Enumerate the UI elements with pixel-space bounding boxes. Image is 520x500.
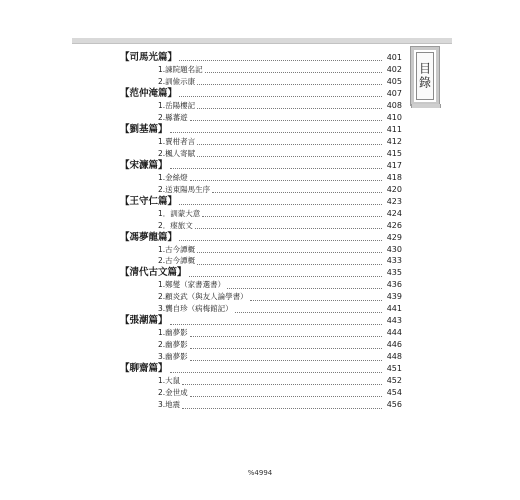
toc-page-number: 441 bbox=[386, 304, 402, 314]
toc-section-row[interactable] bbox=[120, 267, 402, 279]
toc-item-row[interactable] bbox=[120, 339, 402, 351]
toc-page-number: 420 bbox=[386, 184, 402, 194]
toc-page-number: 433 bbox=[386, 256, 402, 266]
toc-leader-dots bbox=[205, 72, 382, 73]
toc-item-row[interactable] bbox=[120, 291, 402, 303]
toc-leader-dots bbox=[190, 396, 382, 397]
toc-item-title: 1.幽夢影 bbox=[158, 328, 188, 338]
toc-item-row[interactable] bbox=[120, 375, 402, 387]
toc-item-title: 2.縣蕃遊 bbox=[158, 112, 188, 122]
toc-leader-dots bbox=[190, 180, 382, 181]
toc-page-number: 452 bbox=[386, 376, 402, 386]
toc-item-row[interactable] bbox=[120, 351, 402, 363]
toc-leader-dots bbox=[179, 60, 382, 61]
toc-item-row[interactable] bbox=[120, 172, 402, 184]
toc-item-title: 1.鄭燮（家書選書） bbox=[158, 280, 226, 290]
toc-page-number: 439 bbox=[386, 292, 402, 302]
toc-item-title: 1.賣柑者言 bbox=[158, 136, 196, 146]
toc-leader-dots bbox=[197, 252, 382, 253]
toc-page-number: 430 bbox=[386, 244, 402, 254]
toc-page-number: 408 bbox=[386, 100, 402, 110]
toc-section-title: 【聊齋篇】 bbox=[120, 363, 168, 375]
toc-item-row[interactable] bbox=[120, 255, 402, 267]
toc-item-title: 2.訓儉示康 bbox=[158, 76, 196, 86]
toc-section-row[interactable] bbox=[120, 52, 402, 64]
toc-item-title: 1.金絲燈 bbox=[158, 172, 188, 182]
toc-leader-dots bbox=[235, 312, 382, 313]
toc-item-title: 2.楓人寄賦 bbox=[158, 148, 196, 158]
toc-leader-dots bbox=[197, 108, 382, 109]
toc-section-title: 【馮夢龍篇】 bbox=[120, 231, 178, 243]
toc-leader-dots bbox=[190, 336, 382, 337]
toc-item-title: 1.岳陽樓記 bbox=[158, 100, 196, 110]
toc-item-title: 2.幽夢影 bbox=[158, 340, 188, 350]
toc-item-title: 1.大鼠 bbox=[158, 376, 181, 386]
toc-leader-dots bbox=[190, 348, 382, 349]
toc-page-number: 423 bbox=[386, 196, 402, 206]
toc-item-title: 1.古今譚概 bbox=[158, 244, 196, 254]
toc-section-title: 【清代古文篇】 bbox=[120, 267, 187, 279]
toc-section-row[interactable] bbox=[120, 88, 402, 100]
toc-page-number: 444 bbox=[386, 328, 402, 338]
toc-item-title: 3.幽夢影 bbox=[158, 352, 188, 362]
toc-page-number: 456 bbox=[386, 400, 402, 410]
toc-page-number: 417 bbox=[386, 160, 402, 170]
toc-item-row[interactable] bbox=[120, 112, 402, 124]
toc-leader-dots bbox=[170, 324, 382, 325]
toc-page-number: 446 bbox=[386, 340, 402, 350]
toc-leader-dots bbox=[170, 372, 382, 373]
toc-page-number: 402 bbox=[386, 64, 402, 74]
toc-leader-dots bbox=[197, 264, 382, 265]
toc-item-row[interactable] bbox=[120, 303, 402, 315]
toc-page-number: 435 bbox=[386, 268, 402, 278]
toc-item-row[interactable] bbox=[120, 327, 402, 339]
toc-section-row[interactable] bbox=[120, 363, 402, 375]
toc-leader-dots bbox=[197, 144, 382, 145]
toc-leader-dots bbox=[212, 192, 382, 193]
toc-page-number: 405 bbox=[386, 76, 402, 86]
toc-section-title: 【張潮篇】 bbox=[120, 315, 168, 327]
page-number: %4994 bbox=[247, 469, 273, 477]
toc-leader-dots bbox=[179, 240, 382, 241]
toc-item-row[interactable] bbox=[120, 244, 402, 256]
toc-page-number: 411 bbox=[386, 124, 402, 134]
toc-item-title: 1.諫院題名記 bbox=[158, 64, 203, 74]
toc-section-row[interactable] bbox=[120, 196, 402, 208]
toc-item-row[interactable] bbox=[120, 136, 402, 148]
toc-leader-dots bbox=[227, 288, 382, 289]
header-rule bbox=[72, 38, 452, 44]
toc-page-number: 410 bbox=[386, 112, 402, 122]
toc-leader-dots bbox=[195, 228, 382, 229]
toc-item-row[interactable] bbox=[120, 64, 402, 76]
toc-leader-dots bbox=[179, 204, 382, 205]
toc-item-row[interactable] bbox=[120, 220, 402, 232]
toc-page-number: 412 bbox=[386, 136, 402, 146]
toc-item-row[interactable] bbox=[120, 279, 402, 291]
toc-item-title: 1．訓蒙大意 bbox=[158, 208, 201, 218]
toc-page-number: 407 bbox=[386, 88, 402, 98]
toc-item-row[interactable] bbox=[120, 100, 402, 112]
toc-section-title: 【王守仁篇】 bbox=[120, 195, 178, 207]
toc-item-row[interactable] bbox=[120, 387, 402, 399]
toc-page-number: 426 bbox=[386, 220, 402, 230]
contents-tab bbox=[410, 46, 440, 106]
toc-page-number: 418 bbox=[386, 172, 402, 182]
toc-page-number: 454 bbox=[386, 388, 402, 398]
toc-leader-dots bbox=[197, 156, 382, 157]
toc-leader-dots bbox=[189, 276, 382, 277]
toc-page-number: 415 bbox=[386, 148, 402, 158]
toc-leader-dots bbox=[182, 384, 382, 385]
toc-leader-dots bbox=[197, 84, 382, 85]
toc-item-title: 3.地震 bbox=[158, 400, 181, 410]
toc-leader-dots bbox=[190, 360, 382, 361]
toc-section-row[interactable] bbox=[120, 315, 402, 327]
toc-page-number: 401 bbox=[386, 53, 402, 62]
toc-leader-dots bbox=[170, 168, 382, 169]
toc-page-number: 451 bbox=[386, 364, 402, 374]
toc-item-title: 3.龔自珍（病梅館記） bbox=[158, 304, 233, 314]
toc-item-row[interactable] bbox=[120, 148, 402, 160]
toc-leader-dots bbox=[250, 300, 382, 301]
toc-item-row[interactable] bbox=[120, 399, 402, 411]
toc-item-title: 2．瘞旅文 bbox=[158, 220, 193, 230]
toc-leader-dots bbox=[179, 96, 382, 97]
toc-page-number: 443 bbox=[386, 316, 402, 326]
toc-section-row[interactable] bbox=[120, 232, 402, 244]
toc-page-number: 448 bbox=[386, 352, 402, 362]
toc-leader-dots bbox=[190, 120, 382, 121]
toc-page-number: 424 bbox=[386, 208, 402, 218]
toc-section-title: 【宋濂篇】 bbox=[120, 159, 168, 171]
contents-tab-base bbox=[411, 104, 441, 108]
toc-item-row[interactable] bbox=[120, 208, 402, 220]
toc-leader-dots bbox=[182, 408, 382, 409]
toc-page-number: 436 bbox=[386, 280, 402, 290]
contents-tab-label: 目錄 bbox=[417, 62, 432, 90]
toc-item-title: 2.送東陽馬生序 bbox=[158, 184, 211, 194]
toc-page-number: 429 bbox=[386, 232, 402, 242]
toc-leader-dots bbox=[170, 132, 382, 133]
toc-section-row[interactable] bbox=[120, 160, 402, 172]
toc-section-title: 【司馬光篇】 bbox=[120, 52, 178, 63]
toc-leader-dots bbox=[202, 216, 382, 217]
toc-item-title: 2.古今譚概 bbox=[158, 256, 196, 266]
contents-tab-frame bbox=[416, 52, 434, 100]
toc-item-title: 2.顧炎武（與友人論學書） bbox=[158, 292, 248, 302]
toc-section-title: 【劉基篇】 bbox=[120, 123, 168, 135]
toc-section-title: 【范仲淹篇】 bbox=[120, 87, 178, 99]
toc-section-row[interactable] bbox=[120, 124, 402, 136]
table-of-contents bbox=[120, 52, 402, 411]
toc-item-row[interactable] bbox=[120, 76, 402, 88]
toc-item-title: 2.金世成 bbox=[158, 388, 188, 398]
toc-item-row[interactable] bbox=[120, 184, 402, 196]
